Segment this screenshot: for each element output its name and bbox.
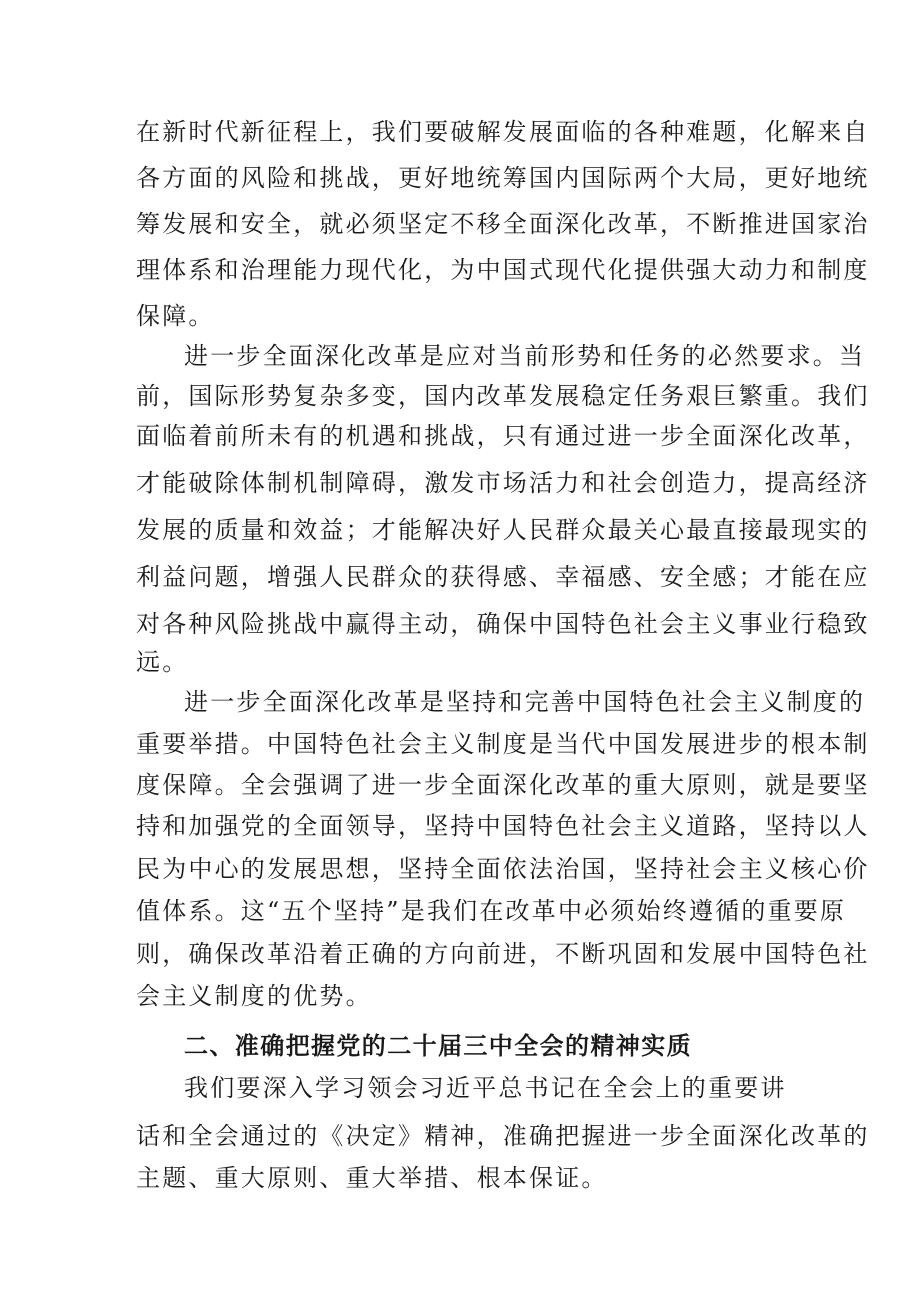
paragraph-3-line-8: 会主义制度的优势。 bbox=[136, 982, 372, 1010]
paragraph-2-line-6: 利益问题，增强人民群众的获得感、幸福感、安全感；才能在应 bbox=[136, 563, 870, 591]
paragraph-1-line-5: 保障。 bbox=[136, 302, 215, 330]
paragraph-3-line-3: 度保障。全会强调了进一步全面深化改革的重大原则，就是要坚 bbox=[136, 771, 870, 799]
section-heading: 二、准确把握党的二十届三中全会的精神实质 bbox=[184, 1032, 692, 1060]
paragraph-3-line-7: 则，确保改革沿着正确的方向前进，不断巩固和发展中国特色社 bbox=[136, 940, 870, 968]
paragraph-4-line-2: 话和全会通过的《决定》精神，准确把握进一步全面深化改革的 bbox=[136, 1122, 870, 1150]
paragraph-3-line-6: 值体系。这“五个坚持”是我们在改革中必须始终遵循的重要原 bbox=[136, 897, 847, 925]
paragraph-2-line-8: 远。 bbox=[136, 648, 189, 676]
paragraph-1-line-3: 筹发展和安全，就必须坚定不移全面深化改革，不断推进国家治 bbox=[136, 210, 870, 238]
paragraph-1-line-1: 在新时代新征程上，我们要破解发展面临的各种难题，化解来自 bbox=[136, 118, 870, 146]
paragraph-1-line-4: 理体系和治理能力现代化，为中国式现代化提供强大动力和制度 bbox=[136, 256, 870, 284]
paragraph-2-line-2: 前，国际形势复杂多变，国内改革发展稳定任务艰巨繁重。我们 bbox=[136, 382, 870, 410]
paragraph-2-line-4: 才能破除体制机制障碍，激发市场活力和社会创造力，提高经济 bbox=[136, 469, 870, 497]
paragraph-2-line-1: 进一步全面深化改革是应对当前形势和任务的必然要求。当 bbox=[184, 342, 866, 370]
paragraph-2-line-3: 面临着前所未有的机遇和挑战，只有通过进一步全面深化改革， bbox=[136, 422, 870, 450]
paragraph-3-line-4: 持和加强党的全面领导，坚持中国特色社会主义道路，坚持以人 bbox=[136, 812, 870, 840]
paragraph-4-line-1: 我们要深入学习领会习近平总书记在全会上的重要讲 bbox=[184, 1074, 787, 1102]
paragraph-3-line-1: 进一步全面深化改革是坚持和完善中国特色社会主义制度的 bbox=[184, 688, 866, 716]
paragraph-3-line-5: 民为中心的发展思想，坚持全面依法治国，坚持社会主义核心价 bbox=[136, 855, 870, 883]
paragraph-4-line-3: 主题、重大原则、重大举措、根本保证。 bbox=[136, 1164, 608, 1192]
paragraph-3-line-2: 重要举措。中国特色社会主义制度是当代中国发展进步的根本制 bbox=[136, 730, 870, 758]
paragraph-2-line-7: 对各种风险挑战中赢得主动，确保中国特色社会主义事业行稳致 bbox=[136, 610, 870, 638]
paragraph-1-line-2: 各方面的风险和挑战，更好地统筹国内国际两个大局，更好地统 bbox=[136, 164, 870, 192]
paragraph-2-line-5: 发展的质量和效益；才能解决好人民群众最关心最直接最现实的 bbox=[136, 516, 870, 544]
